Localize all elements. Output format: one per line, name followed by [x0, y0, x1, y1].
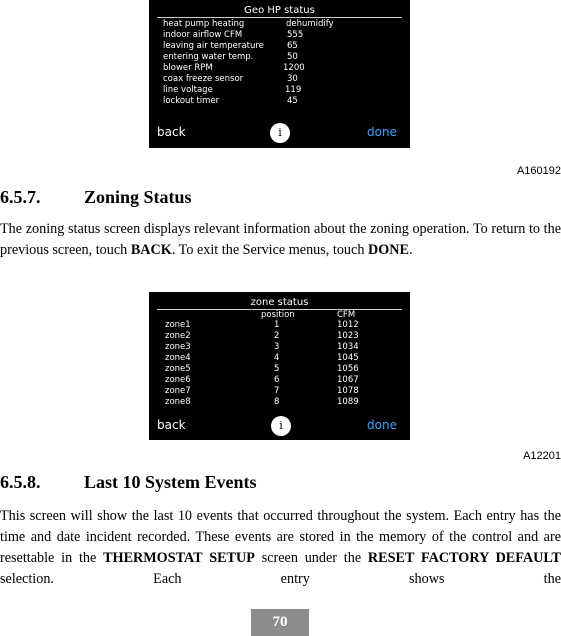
row-label: blower RPM [163, 63, 213, 73]
page-number: 70 [251, 609, 309, 636]
system-events-paragraph [0, 506, 561, 590]
list-item [163, 41, 264, 52]
section-heading-6-5-7 [0, 187, 192, 208]
row-value: 45 [287, 96, 298, 106]
paragraph-text: screen under the [254, 550, 368, 566]
table-cell-cfm: 1012 [337, 320, 359, 330]
list-item-value [287, 52, 298, 63]
done-button[interactable]: done [367, 125, 397, 139]
table-cell-cfm: 1056 [337, 364, 359, 374]
table-cell-cfm: 1045 [337, 353, 359, 363]
table-row [165, 364, 191, 375]
reset-factory-default-keyword: RESET FACTORY DEFAULT [367, 550, 561, 566]
row-label: lockout timer [163, 96, 220, 106]
table-cell-position: 3 [274, 342, 280, 352]
table-row [165, 397, 191, 408]
list-item-value [287, 30, 303, 41]
table-cell-position: 8 [274, 397, 280, 407]
paragraph-text: This screen will show the last 10 events that occurred throughout the system. Each entry has the time and date incident recorded. These events are stored in the memory of the control and are resettable in the [0, 508, 561, 566]
table-cell-cfm: 1034 [337, 342, 359, 352]
figure-code: A160192 [516, 165, 561, 177]
row-value: 50 [287, 52, 298, 62]
back-button[interactable]: back [157, 418, 186, 432]
list-item-value [287, 96, 298, 107]
zone-name: zone4 [165, 353, 191, 363]
list-item [163, 52, 253, 63]
row-label: leaving air temperature [163, 41, 264, 51]
row-value: 119 [285, 85, 302, 95]
paragraph-text: . [408, 242, 413, 258]
table-row [165, 342, 191, 353]
row-value: dehumidify [286, 19, 334, 29]
zone-name: zone5 [165, 364, 191, 374]
zone-name: zone6 [165, 375, 191, 385]
table-row [165, 320, 191, 331]
section-title: Last 10 System Events [84, 472, 257, 492]
done-keyword: DONE [367, 242, 409, 258]
back-button[interactable]: back [157, 125, 186, 139]
table-cell-position: 5 [274, 364, 280, 374]
geo-hp-status-screen [149, 0, 410, 148]
row-label: entering water temp. [163, 52, 254, 62]
list-item [163, 63, 213, 74]
table-cell-position: 1 [274, 320, 280, 330]
table-row [165, 331, 191, 342]
column-header-position: position [261, 310, 295, 320]
info-icon[interactable]: i [270, 123, 290, 143]
table-cell-position: 2 [274, 331, 280, 341]
list-item-value [286, 19, 334, 30]
row-label: line voltage [163, 85, 213, 95]
zone-name: zone1 [165, 320, 191, 330]
table-cell-cfm: 1023 [337, 331, 359, 341]
paragraph-text: . To exit the Service menus, touch [171, 242, 368, 258]
list-item [163, 96, 219, 107]
zone-name: zone8 [165, 397, 191, 407]
paragraph-text: The zoning status screen displays relevant information about the zoning operation. To return to the previous screen, touch [0, 221, 561, 258]
zone-name: zone2 [165, 331, 191, 341]
list-item [163, 30, 242, 41]
row-label: coax freeze sensor [163, 74, 244, 84]
thermostat-setup-keyword: THERMOSTAT SETUP [103, 550, 255, 566]
row-value: 30 [287, 74, 298, 84]
row-label: heat pump heating [163, 19, 245, 29]
section-heading-6-5-8 [0, 472, 257, 493]
table-cell-cfm: 1089 [337, 397, 359, 407]
table-cell-position: 4 [274, 353, 280, 363]
section-number: 6.5.7. [0, 187, 41, 207]
section-title: Zoning Status [84, 187, 192, 207]
zone-name: zone7 [165, 386, 191, 396]
table-row [165, 375, 191, 386]
table-row [165, 386, 191, 397]
zone-status-title: zone status [250, 297, 309, 308]
info-icon[interactable]: i [271, 416, 291, 436]
list-item [163, 19, 244, 30]
geo-hp-status-title: Geo HP status [244, 5, 315, 16]
table-cell-position: 7 [274, 386, 280, 396]
list-item-value [285, 85, 301, 96]
list-item [163, 85, 213, 96]
paragraph-text: selection. Each entry shows the [0, 571, 561, 587]
row-label: indoor airflow CFM [163, 30, 243, 40]
zoning-status-paragraph [0, 219, 561, 261]
figure-code: A12201 [523, 450, 561, 462]
table-cell-cfm: 1078 [337, 386, 359, 396]
list-item-value [283, 63, 305, 74]
title-divider [157, 17, 402, 18]
section-number: 6.5.8. [0, 472, 41, 492]
table-row [165, 353, 191, 364]
done-button[interactable]: done [367, 418, 397, 432]
zone-status-screen [149, 292, 410, 440]
list-item-value [287, 41, 298, 52]
row-value: 555 [287, 30, 304, 40]
list-item [163, 74, 243, 85]
row-value: 1200 [283, 63, 305, 73]
table-cell-cfm: 1067 [337, 375, 359, 385]
back-keyword: BACK [130, 242, 172, 258]
zone-name: zone3 [165, 342, 191, 352]
row-value: 65 [287, 41, 298, 51]
list-item-value [287, 74, 298, 85]
table-cell-position: 6 [274, 375, 280, 385]
column-header-cfm: CFM [337, 310, 356, 320]
